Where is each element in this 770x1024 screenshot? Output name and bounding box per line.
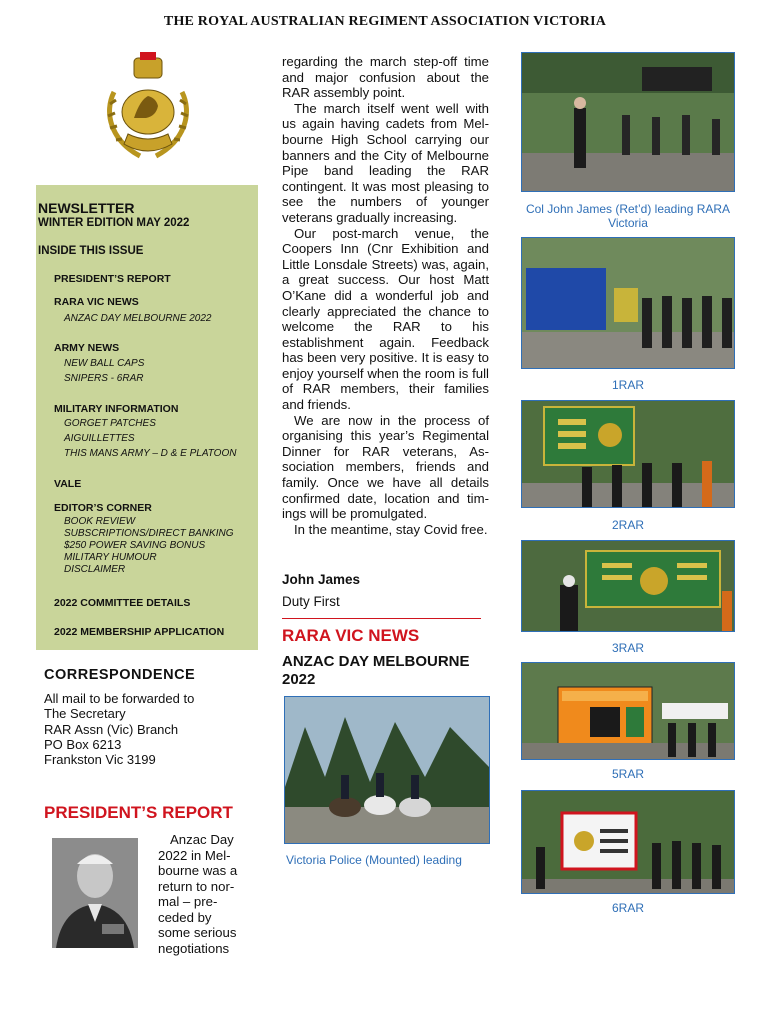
article-body	[282, 54, 489, 537]
photo-caption-6rar: 6RAR	[611, 901, 644, 915]
article-paragraph: In the meantime, stay Covid free.	[294, 521, 488, 537]
address-line: RAR Assn (Vic) Branch	[44, 721, 179, 737]
address-line: Frankston Vic 3199	[44, 752, 156, 768]
toc-subitem: DISCLAIMER	[64, 564, 126, 575]
article-paragraph: We are now in the process of organising this year’s Regimental Dinner for RAR veterans, Association members, friends and family. Once we have all details confirmed date, location and timings will be promulgated.	[282, 412, 489, 522]
mounted-police-caption: Victoria Police (Mounted) leading	[286, 853, 462, 867]
photo-caption-1rar: 1RAR	[611, 378, 644, 392]
photo-caption-col-john-james: Col John James (Ret’d) leading RARA Victoria	[525, 202, 731, 230]
toc-subitem: BOOK REVIEW	[64, 516, 136, 527]
photo-caption-5rar: 5RAR	[611, 767, 644, 781]
president-text-line: some serious	[158, 925, 237, 940]
president-text-line: bourne was a	[158, 863, 238, 878]
president-portrait	[52, 838, 138, 948]
newsletter-title: NEWSLETTER	[38, 200, 135, 216]
photo-6rar	[521, 790, 735, 894]
article-paragraph: The march itself went well with us again having cadets from Melbourne High School carrying our banners and the City of Melbourne Pipe band leading the RAR contingent. It was most pleasing to see the numbers of younger veterans gradually increasing.	[282, 100, 489, 225]
rara-vic-news-title: RARA VIC NEWS	[282, 626, 420, 645]
photo-caption-3rar: 3RAR	[611, 641, 644, 655]
toc-section: MILITARY INFORMATION	[54, 403, 179, 415]
president-text-line: mal – pre-	[158, 894, 218, 909]
toc-section: 2022 MEMBERSHIP APPLICATION	[54, 626, 225, 638]
toc-subitem: MILITARY HUMOUR	[64, 552, 157, 563]
toc-section: 2022 COMMITTEE DETAILS	[54, 597, 191, 609]
president-report-text	[158, 832, 253, 956]
photo-caption-2rar: 2RAR	[611, 518, 644, 532]
photo-5rar	[521, 662, 735, 760]
president-text-line: negotiations	[158, 940, 230, 956]
toc-subitem: NEW BALL CAPS	[64, 358, 145, 369]
mounted-police-photo	[284, 696, 490, 844]
inside-heading: INSIDE THIS ISSUE	[38, 245, 144, 257]
toc-subitem: $250 POWER SAVING BONUS	[64, 540, 206, 551]
edition-label: WINTER EDITION MAY 2022	[38, 217, 190, 229]
toc-subitem: AIGUILLETTES	[64, 433, 135, 444]
photo-col-john-james	[521, 52, 735, 192]
toc-subitem: SNIPERS - 6RAR	[64, 373, 144, 384]
president-report-title: PRESIDENT’S REPORT	[44, 803, 233, 822]
president-text-line: return to nor-	[158, 878, 235, 894]
toc-section: EDITOR’S CORNER	[54, 502, 152, 514]
toc-section: PRESIDENT’S REPORT	[54, 273, 171, 285]
masthead: THE ROYAL AUSTRALIAN REGIMENT ASSOCIATION VICTORIA	[163, 14, 607, 29]
photo-3rar	[521, 540, 735, 632]
toc-section: ARMY NEWS	[54, 342, 120, 354]
correspondence-address	[44, 691, 194, 767]
toc-section: RARA VIC NEWS	[54, 296, 139, 308]
toc-subitem: SUBSCRIPTIONS/DIRECT BANKING	[64, 528, 234, 539]
signature-motto: Duty First	[282, 594, 340, 609]
toc-subitem: GORGET PATCHES	[64, 418, 156, 429]
correspondence-title: CORRESPONDENCE	[44, 667, 196, 683]
signature-name: John James	[282, 572, 361, 587]
address-line: All mail to be forwarded to	[44, 691, 195, 706]
photo-1rar	[521, 237, 735, 369]
article-paragraph: regarding the march step-off time and major confusion about the RAR assembly point.	[282, 54, 489, 101]
section-divider	[282, 618, 481, 619]
photo-2rar	[521, 400, 735, 508]
article-paragraph: Our post-march venue, the Coopers Inn (Cnr Exhibition and Little Lonsdale Streets) was, again, a great success. Our host Matt O’Kane did a wonderful job and clearly appreciated the chance to welcome the RAR to his establishment again. Feedback has been very positive. It is easy to enjoy yourself when the room is full of RAR members, their families and friends.	[282, 225, 489, 413]
anzac-day-title: ANZAC DAY MELBOURNE 2022	[282, 653, 470, 688]
address-line: PO Box 6213	[44, 736, 122, 752]
president-text-line: Anzac Day	[170, 832, 234, 847]
regiment-crest-logo	[100, 52, 196, 164]
toc-section: VALE	[54, 478, 82, 490]
address-line: The Secretary	[44, 706, 126, 722]
president-text-line: 2022 in Mel-	[158, 847, 231, 863]
toc-subitem: THIS MANS ARMY – D & E PLATOON	[64, 448, 237, 459]
president-text-line: ceded by	[158, 909, 212, 925]
newsletter-sidebar	[36, 185, 258, 650]
toc-subitem: ANZAC DAY MELBOURNE 2022	[64, 313, 212, 324]
